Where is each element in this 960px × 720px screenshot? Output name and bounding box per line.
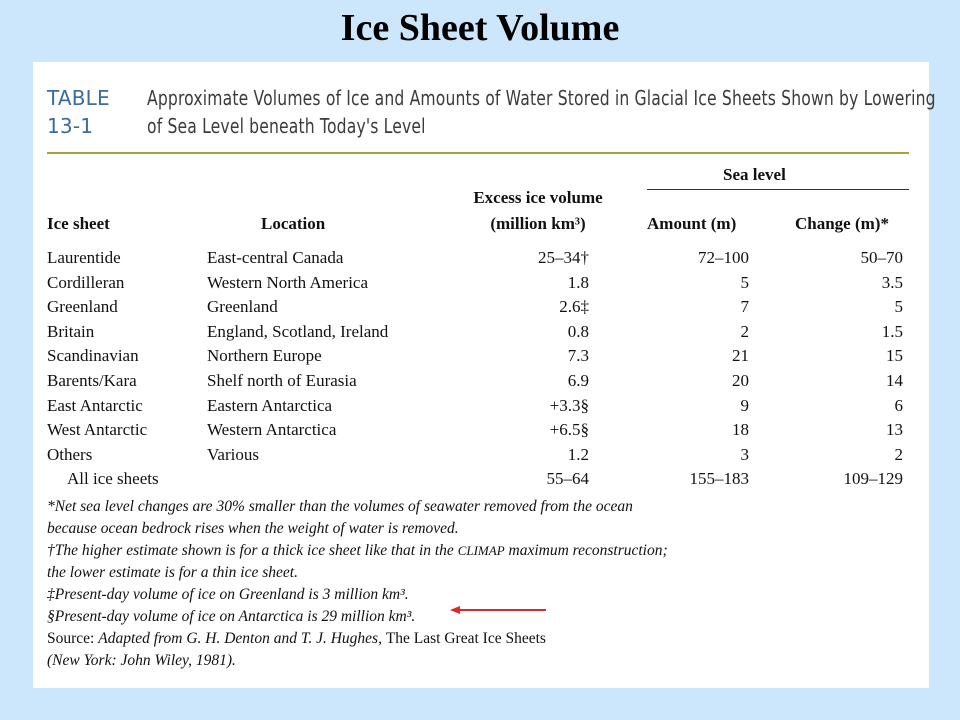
source-authors: Adapted from G. H. Denton and T. J. Hughes, [98, 630, 386, 647]
source-label: Source: [47, 630, 99, 647]
sea-level-rule [647, 189, 909, 190]
table-caption-line-1: Approximate Volumes of Ice and Amounts of Water Stored in Glacial Ice Sheets Shown by Lowering [147, 86, 936, 110]
footnote-dagger-line-1 [47, 542, 668, 560]
footnote-climap: CLIMAP [457, 543, 505, 558]
source-line-2: (New York: John Wiley, 1981). [47, 652, 236, 669]
slide-title: Ice Sheet Volume [340, 7, 620, 49]
cell-change: 15 [886, 346, 903, 366]
cell-volume: 0.8 [567, 321, 589, 341]
cell-location: Western North America [207, 272, 369, 292]
footnote-dagger-text-a: †The higher estimate shown is for a thick ice sheet like that in the [47, 542, 458, 559]
cell-location: Various [207, 444, 259, 464]
cell-location: Greenland [207, 297, 278, 317]
header-change: Change (m)* [795, 214, 889, 233]
cell-ice-sheet: Cordilleran [47, 272, 125, 292]
cell-ice-sheet: All ice sheets [67, 469, 159, 489]
red-arrow-icon [450, 605, 546, 615]
cell-change: 13 [886, 420, 903, 440]
footnote-star-line-2: because ocean bedrock rises when the weight of water is removed. [47, 520, 459, 537]
footnote-star-line-1: *Net sea level changes are 30% smaller than the volumes of seawater removed from the ocean [47, 498, 633, 515]
cell-volume: +6.5§ [549, 420, 589, 440]
cell-amount: 7 [740, 297, 749, 317]
cell-location: England, Scotland, Ireland [207, 321, 389, 341]
footnote-dagger-line-2: the lower estimate is for a thin ice sheet. [47, 564, 298, 581]
header-ice-sheet: Ice sheet [47, 214, 110, 233]
cell-amount: 18 [732, 420, 749, 440]
cell-ice-sheet: Laurentide [47, 248, 121, 267]
cell-location: Western Antarctica [207, 420, 337, 440]
cell-amount: 20 [732, 371, 749, 390]
cell-change: 6 [894, 395, 903, 415]
cell-amount: 72–100 [698, 248, 749, 267]
cell-change: 109–129 [843, 469, 903, 489]
table-caption-line-2: of Sea Level beneath Today's Level [147, 114, 426, 138]
cell-ice-sheet: Greenland [47, 297, 118, 317]
header-location: Location [261, 214, 326, 233]
cell-change: 5 [894, 297, 903, 317]
cell-ice-sheet: Britain [47, 321, 95, 341]
header-amount: Amount (m) [647, 214, 737, 233]
cell-volume: 55–64 [546, 469, 589, 489]
header-excess-line-2: (million km³) [490, 214, 586, 233]
header-sea-level: Sea level [723, 165, 786, 184]
source-line-1 [47, 630, 546, 648]
cell-amount: 2 [740, 321, 749, 341]
cell-volume: 6.9 [567, 371, 589, 390]
cell-volume: 1.8 [567, 272, 589, 292]
cell-ice-sheet: East Antarctic [47, 395, 143, 415]
cell-volume: 2.6‡ [559, 297, 589, 317]
cell-amount: 3 [740, 444, 749, 464]
cell-change: 3.5 [881, 272, 903, 292]
cell-change: 50–70 [860, 248, 903, 267]
cell-volume: 25–34† [538, 248, 589, 267]
cell-volume: +3.3§ [549, 395, 589, 415]
cell-ice-sheet: Scandinavian [47, 346, 139, 366]
cell-location: Shelf north of Eurasia [207, 371, 357, 390]
cell-ice-sheet: Barents/Kara [47, 371, 137, 390]
table-panel [33, 62, 936, 688]
cell-change: 14 [886, 371, 903, 390]
caption-divider [47, 152, 909, 154]
cell-change: 1.5 [881, 321, 903, 341]
cell-volume: 1.2 [567, 444, 589, 464]
footnote-double-dagger: ‡Present-day volume of ice on Greenland is 3 million km³. [47, 586, 409, 603]
cell-amount: 5 [740, 272, 749, 292]
cell-amount: 21 [732, 346, 749, 366]
cell-ice-sheet: West Antarctic [47, 420, 148, 440]
footnote-dagger-text-c: maximum reconstruction; [504, 542, 668, 559]
cell-location: Eastern Antarctica [207, 395, 333, 415]
cell-location: East-central Canada [207, 248, 344, 267]
cell-amount: 9 [740, 395, 749, 415]
cell-location: Northern Europe [207, 346, 322, 366]
table-caption [47, 84, 936, 140]
footnote-section: §Present-day volume of ice on Antarctica is 29 million km³. [47, 608, 416, 625]
cell-ice-sheet: Others [47, 444, 93, 464]
source-title: The Last Great Ice Sheets [385, 630, 546, 647]
table-number: TABLE 13-1 [47, 86, 110, 138]
cell-amount: 155–183 [689, 469, 749, 489]
cell-change: 2 [894, 444, 903, 464]
cell-volume: 7.3 [567, 346, 589, 366]
header-excess-line-1: Excess ice volume [473, 188, 603, 207]
